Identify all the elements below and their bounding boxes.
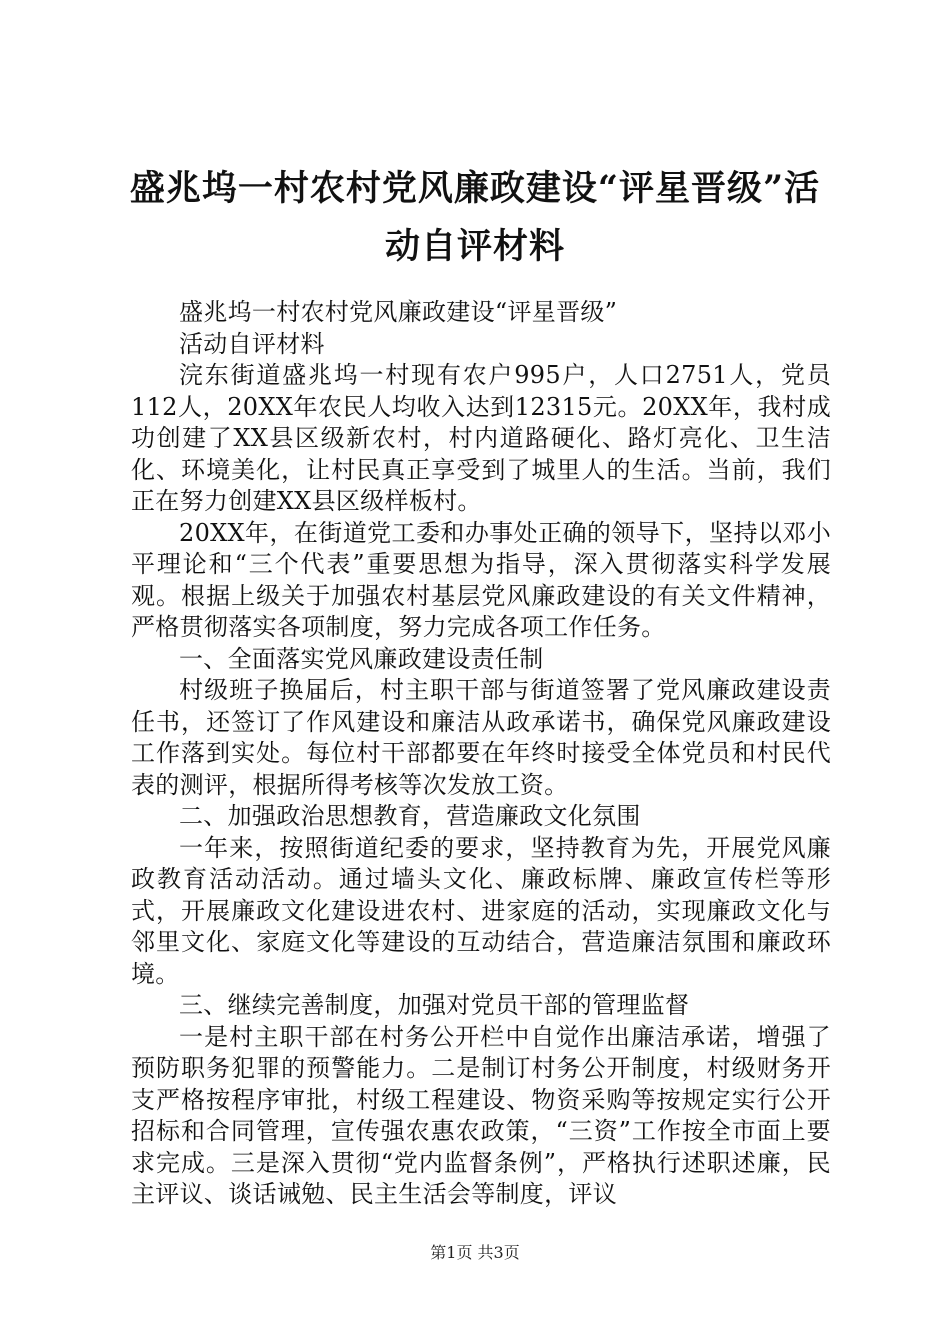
paragraph-section-1: 村级班子换届后，村主职干部与街道签署了党风廉政建设责任书，还签订了作风建设和廉洁从政承诺书，确保党风廉政建设工作落到实处。每位村干部都要在年终时接受全体党员和村民代表的测评，根据所得考核等次发放工资。 xyxy=(131,676,831,799)
section-heading-2: 二、加强政治思想教育，营造廉政文化氛围 xyxy=(179,802,641,830)
document-body xyxy=(131,297,831,1211)
subtitle-line-1: 盛兆坞一村农村党风廉政建设“评星晋级” xyxy=(179,298,618,326)
paragraph-intro: 浣东街道盛兆坞一村现有农户995户，人口2751人，党员112人，20XX年农民人均收入达到12315元。20XX年，我村成功创建了XX县区级新农村，村内道路硬化、路灯亮化、卫生洁化、环境美化，让村民真正享受到了城里人的生活。当前，我们正在努力创建XX县区级样板村。 xyxy=(131,361,831,515)
paragraph-section-3: 一是村主职干部在村务公开栏中自觉作出廉洁承诺，增强了预防职务犯罪的预警能力。二是制订村务公开制度，村级财务开支严格按程序审批，村级工程建设、物资采购等按规定实行公开招标和合同管理，宣传强农惠农政策，“三资”工作按全市面上要求完成。三是深入贯彻“党内监督条例”，严格执行述职述廉，民主评议、谈话诫勉、民主生活会等制度，评议 xyxy=(131,1022,831,1208)
document-title xyxy=(110,160,840,276)
title-line-2: 动自评材料 xyxy=(384,226,565,267)
title-line-1: 盛兆坞一村农村党风廉政建设“评星晋级”活 xyxy=(129,168,821,209)
page-footer: 第1页 共3页 xyxy=(430,1243,520,1262)
subtitle-line-2: 活动自评材料 xyxy=(179,329,325,358)
paragraph-section-2: 一年来，按照街道纪委的要求，坚持教育为先，开展党风廉政教育活动活动。通过墙头文化、廉政标牌、廉政宣传栏等形式，开展廉政文化建设进农村、进家庭的活动，实现廉政文化与邻里文化、家庭文化等建设的互动结合，营造廉洁氛围和廉政环境。 xyxy=(131,833,831,988)
section-heading-3: 三、继续完善制度，加强对党员干部的管理监督 xyxy=(179,991,690,1019)
paragraph-guidance: 20XX年，在街道党工委和办事处正确的领导下，坚持以邓小平理论和“三个代表”重要思想为指导，深入贯彻落实科学发展观。根据上级关于加强农村基层党风廉政建设的有关文件精神，严格贯彻落实各项制度，努力完成各项工作任务。 xyxy=(131,518,831,641)
section-heading-1: 一、全面落实党风廉政建设责任制 xyxy=(179,644,544,673)
